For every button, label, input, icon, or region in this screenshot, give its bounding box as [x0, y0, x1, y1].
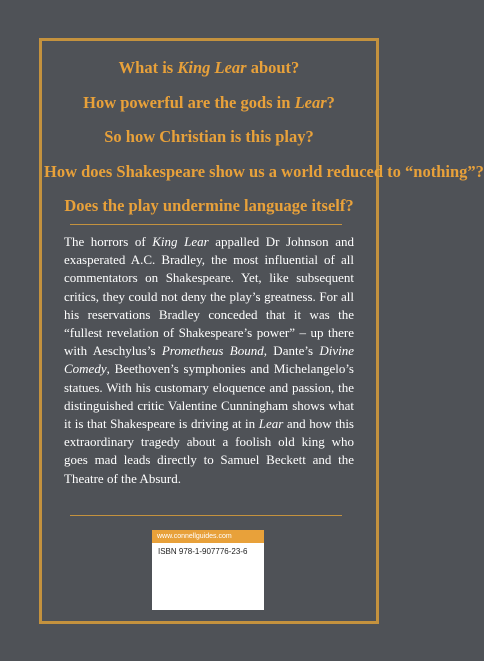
top-divider — [70, 224, 342, 225]
bottom-divider — [70, 515, 342, 516]
blurb-paragraph: The horrors of King Lear appalled Dr Johnson and exasperated A.C. Bradley, the most influential of all commentators on Shakespeare. Yet, like subsequent critics, they could not deny the play’s greatness. For all his reservations Bradley conceded that it was the “fullest revelation of Shakespeare’s power” – up there with Aeschylus’s Prometheus Bound, Dante’s Divine Comedy, Beethoven’s symphonies and Michelangelo’s statues. With his customary eloquence and passion, the distinguished critic Valentine Cunningham shows what it is that Shakespeare is driving at in Lear and how this extraordinary tragedy about a foolish old king who goes mad leads directly to Samuel Beckett and the Theatre of the Absurd. — [64, 234, 355, 486]
isbn-label: ISBN 978-1-907776-23-6 — [158, 547, 248, 556]
question-title-italic: Lear — [294, 92, 327, 112]
question-item: What is King Lear about? — [118, 58, 300, 77]
question-item: So how Christian is this play? — [104, 127, 314, 146]
barcode-box — [152, 530, 264, 610]
publisher-url: www.connellguides.com — [152, 530, 264, 543]
question-item: How does Shakespeare show us a world reduced to “nothing”? — [44, 161, 484, 181]
question-item: Does the play undermine language itself? — [64, 196, 354, 215]
question-item: How powerful are the gods in Lear? — [83, 92, 335, 112]
questions-list — [44, 58, 484, 233]
question-title-italic: King Lear — [177, 58, 247, 77]
